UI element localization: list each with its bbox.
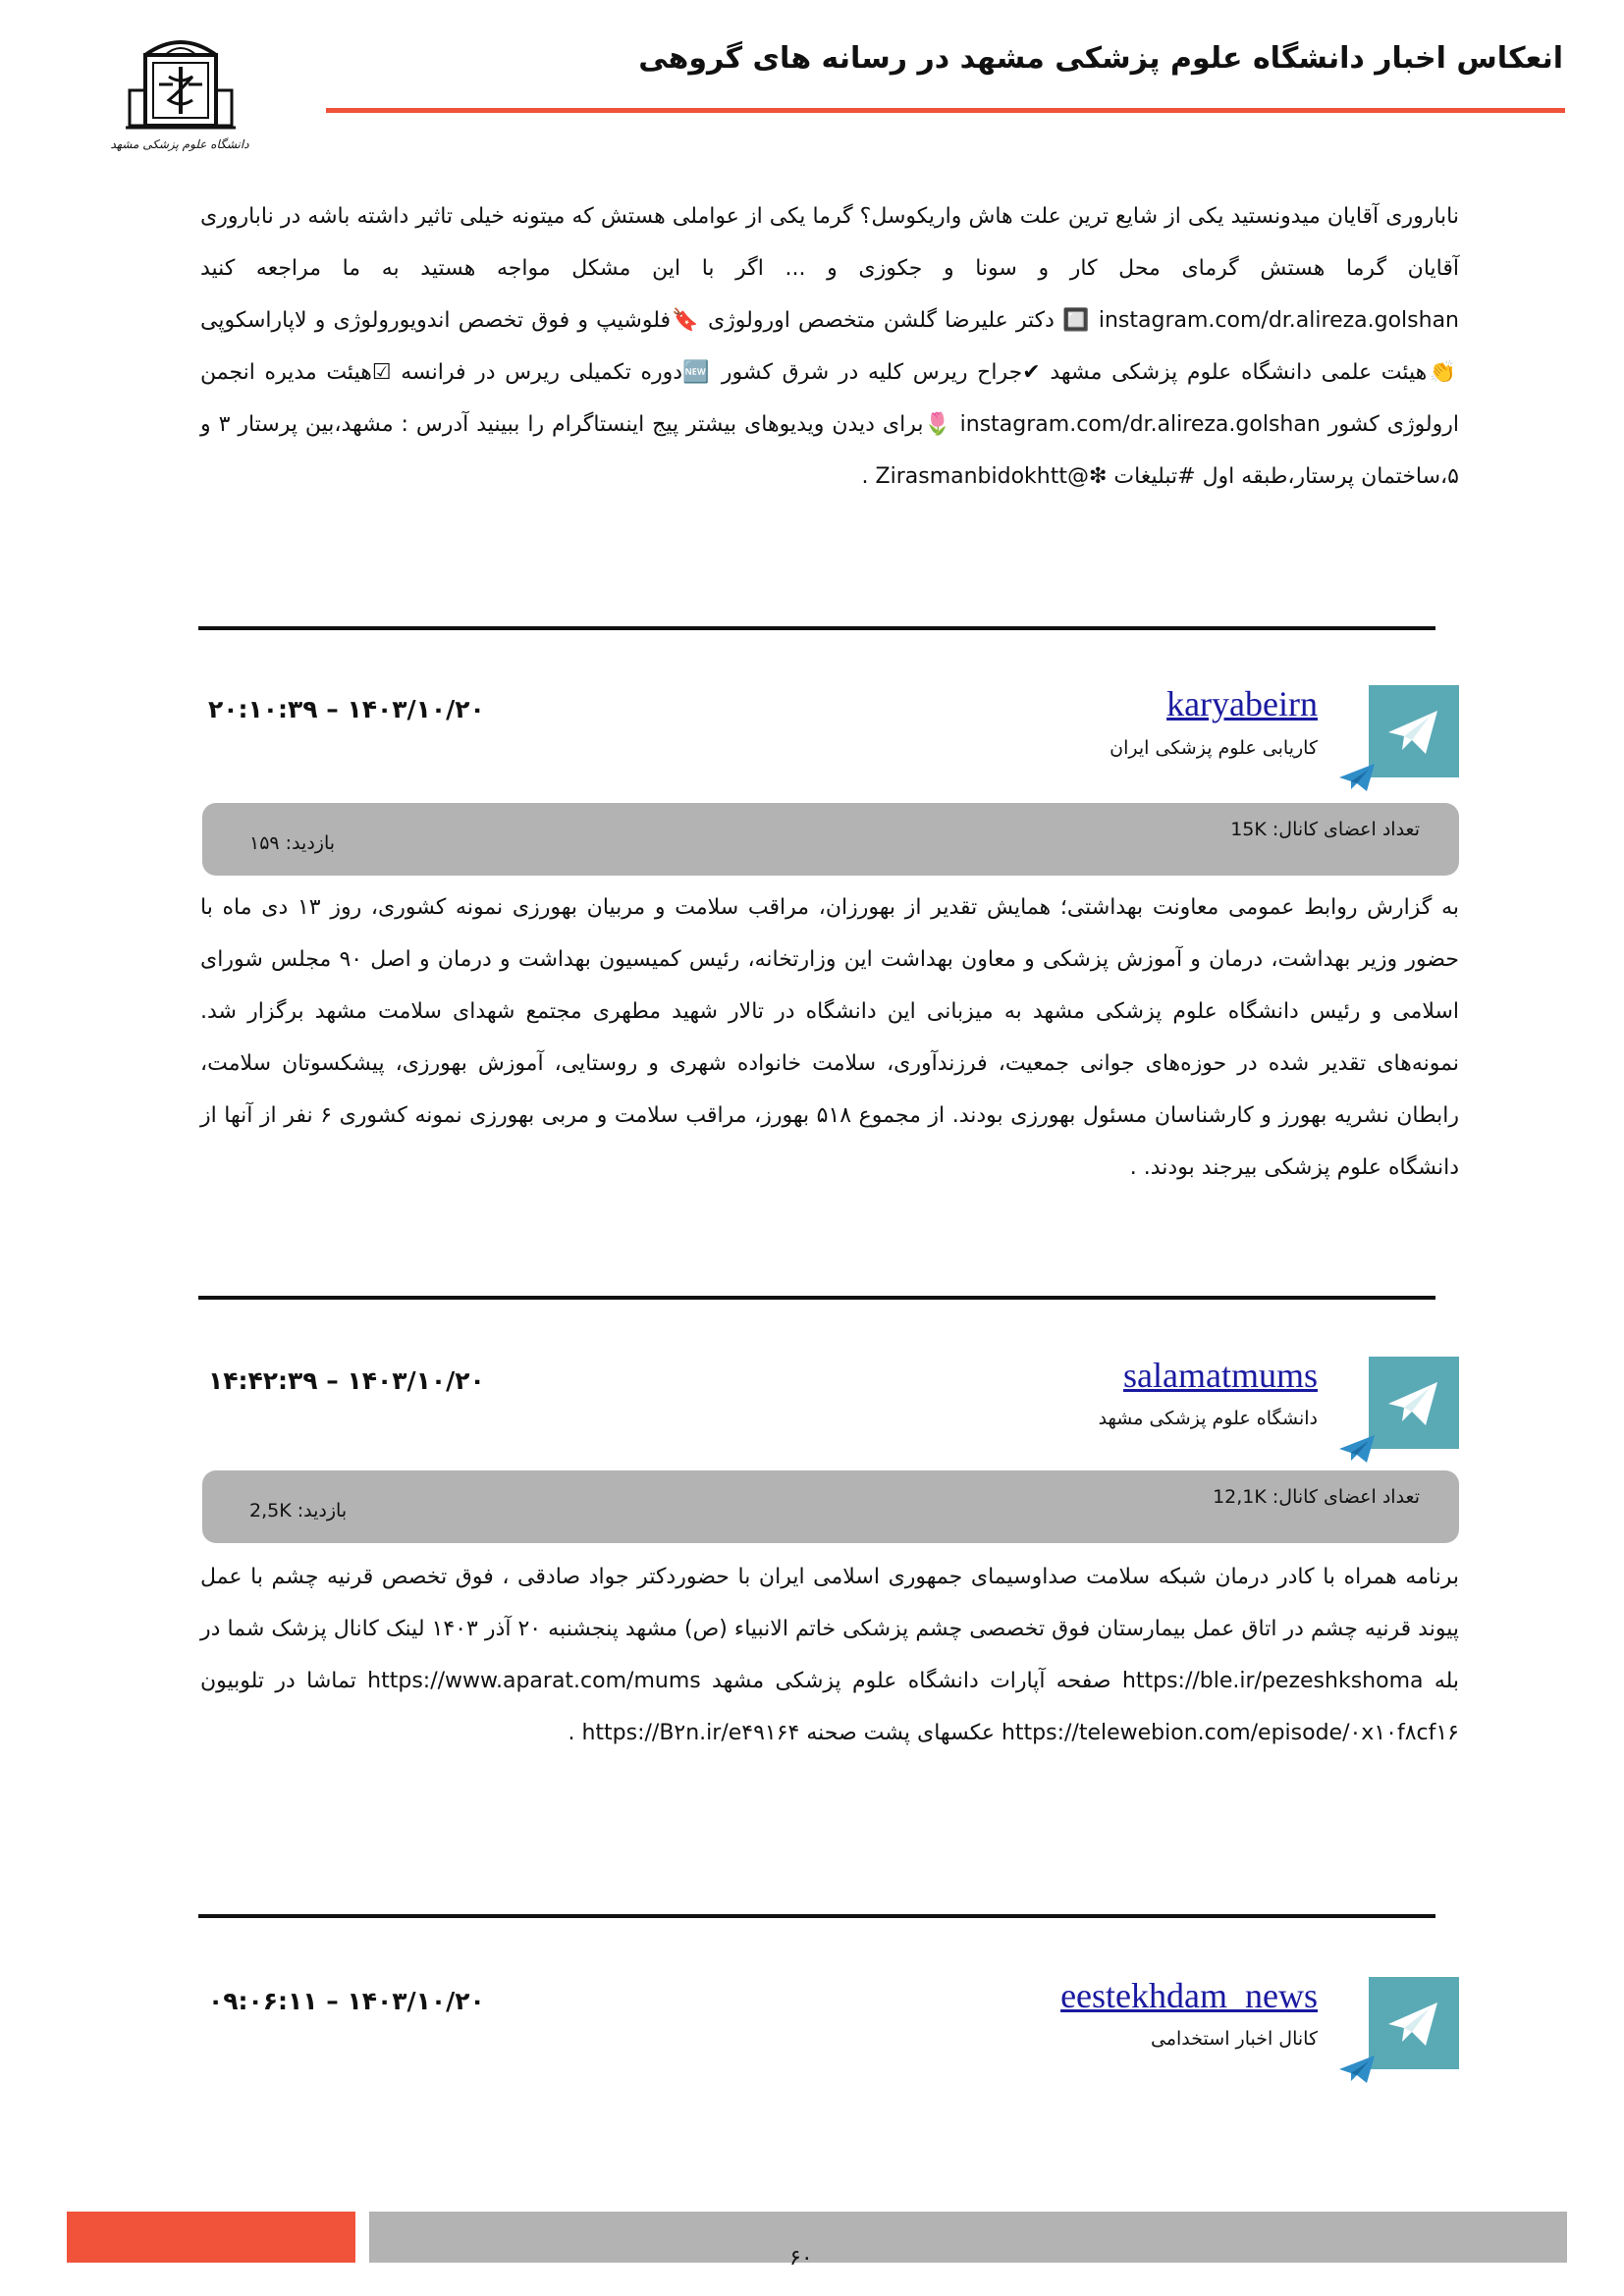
section-separator xyxy=(198,626,1435,630)
views-count xyxy=(249,1500,347,1522)
channel-name: دانشگاه علوم پزشکی مشهد xyxy=(1098,1408,1318,1429)
section-separator xyxy=(198,1914,1435,1918)
page-header-title: انعکاس اخبار دانشگاه علوم پزشکی مشهد در رسانه های گروهی xyxy=(638,41,1563,76)
telegram-icon xyxy=(1369,1977,1459,2069)
views-value: ۱۵۹ xyxy=(249,832,280,854)
channel-name: کانال اخبار استخدامی xyxy=(1151,2028,1318,2050)
members-count xyxy=(1230,819,1420,840)
telegram-icon xyxy=(1369,1357,1459,1449)
views-label: بازدید: xyxy=(285,832,336,854)
section-separator xyxy=(198,1296,1435,1300)
page-number: ۶۰ xyxy=(789,2246,813,2270)
paper-plane-icon xyxy=(1337,762,1377,793)
members-count xyxy=(1213,1486,1420,1508)
channel-handle-link[interactable]: eestekhdam_news xyxy=(1060,1976,1318,2015)
university-logo xyxy=(110,35,249,165)
members-value: 12,1K xyxy=(1213,1486,1267,1508)
post-stats-bar xyxy=(202,1470,1459,1543)
footer-bar xyxy=(369,2212,1567,2263)
views-value: 2,5K xyxy=(249,1500,292,1522)
members-value: 15K xyxy=(1230,819,1267,840)
post-datetime: ۰۹:۰۶:۱۱ – ۱۴۰۳/۱۰/۲۰ xyxy=(208,1987,485,2015)
logo-caption: دانشگاه علوم پزشکی مشهد xyxy=(110,137,249,151)
post-body: برنامه همراه با کادر درمان شبکه سلامت صداوسیمای جمهوری اسلامی ایران با حضوردکتر جواد صادقی ، فوق تخصص قرنیه چشم با عمل پیوند قرنیه چشم در اتاق عمل بیمارستان فوق تخصصی چشم پزشکی خاتم الانبیاء (ص) مشهد پنجشنبه ۲۰ آذر ۱۴۰۳ لینک کانال پزشک شما در بله https://ble.ir/pezeshkshoma صفحه آپارات دانشگاه علوم پزشکی مشهد https://www.aparat.com/mums تماشا در تلوبیون https://telewebion.com/episode/۰x۱۰f۸cf۱۶ عکسهای پشت صحنه https://B۲n.ir/e۴۹۱۶۴ . xyxy=(200,1565,1460,1745)
views-count xyxy=(249,832,335,854)
footer-accent-bar xyxy=(67,2212,355,2263)
post-body: به گزارش روابط عمومی معاونت بهداشتی؛ همایش تقدیر از بهورزان، مراقب سلامت و مربیان بهورزی نمونه کشوری، روز ۱۳ دی ماه با حضور وزیر بهداشت، درمان و آموزش پزشکی و معاون بهداشت این وزارتخانه، رئیس کمیسیون بهداشت و درمان و اصل ۹۰ مجلس شورای اسلامی و رئیس دانشگاه علوم پزشکی مشهد به میزبانی این دانشگاه در تالار شهید مطهری مجتمع شهدای سلامت مشهد برگزار شد. نمونه‌های تقدیر شده در حوزه‌های جوانی جمعیت، فرزندآوری، سلامت خانواده شهری و روستایی، آموزش بهورزی، پیشکسوتان سلامت، رابطان نشریه بهورز و کارشناسان مسئول بهورزی بودند. از مجموع ۵۱۸ بهورز، مراقب سلامت و مربی بهورزی نمونه کشوری ۶ نفر از آنها از دانشگاه علوم پزشکی بیرجند بودند. . xyxy=(200,895,1460,1180)
members-label: تعداد اعضای کانال: xyxy=(1272,819,1420,840)
post-datetime: ۱۴:۴۲:۳۹ – ۱۴۰۳/۱۰/۲۰ xyxy=(208,1366,485,1395)
members-label: تعداد اعضای کانال: xyxy=(1272,1486,1420,1508)
channel-name: کاریابی علوم پزشکی ایران xyxy=(1110,737,1318,759)
post-stats-bar xyxy=(202,803,1459,876)
header-accent-rule xyxy=(326,108,1565,113)
paper-plane-icon xyxy=(1337,1433,1377,1465)
intro-paragraph: ناباروری آقایان میدونستید یکی از شایع ترین علت هاش واریکوسل؟ گرما یکی از عواملی هستش که میتونه خیلی تاثیر داشته باشه در ناباروری آقایان گرما هستش گرمای محل کار و سونا و جکوزی و ... اگر با این مشکل مواجه هستید به ما مراجعه کنید instagram.com/dr.alireza.golshan 🔲 دکتر علیرضا گلشن متخصص اورولوژی 🔖فلوشیپ و فوق تخصص اندویورولوژی و لاپاراسکوپی 👏هیئت علمی دانشگاه علوم پزشکی مشهد ✔جراح ریرس کلیه در شرق کشور 🆕دوره تکمیلی ریرس در فرانسه ☑هیئت مدیره انجمن ارولوژی کشور instagram.com/dr.alireza.golshan 🌷برای دیدن ویدیوهای بیشتر پیج اینستاگرام را ببینید آدرس : مشهد،بین پرستار ۳ و ۵،ساختمان پرستار،طبقه اول #تبلیغات ❇@Zirasmanbidokhtt . xyxy=(200,204,1459,489)
views-label: بازدید: xyxy=(297,1500,348,1522)
channel-handle-link[interactable]: salamatmums xyxy=(1123,1356,1318,1395)
paper-plane-icon xyxy=(1337,2054,1377,2085)
telegram-icon xyxy=(1369,685,1459,777)
channel-handle-link[interactable]: karyabeirn xyxy=(1166,684,1318,723)
post-datetime: ۲۰:۱۰:۳۹ – ۱۴۰۳/۱۰/۲۰ xyxy=(208,695,485,723)
